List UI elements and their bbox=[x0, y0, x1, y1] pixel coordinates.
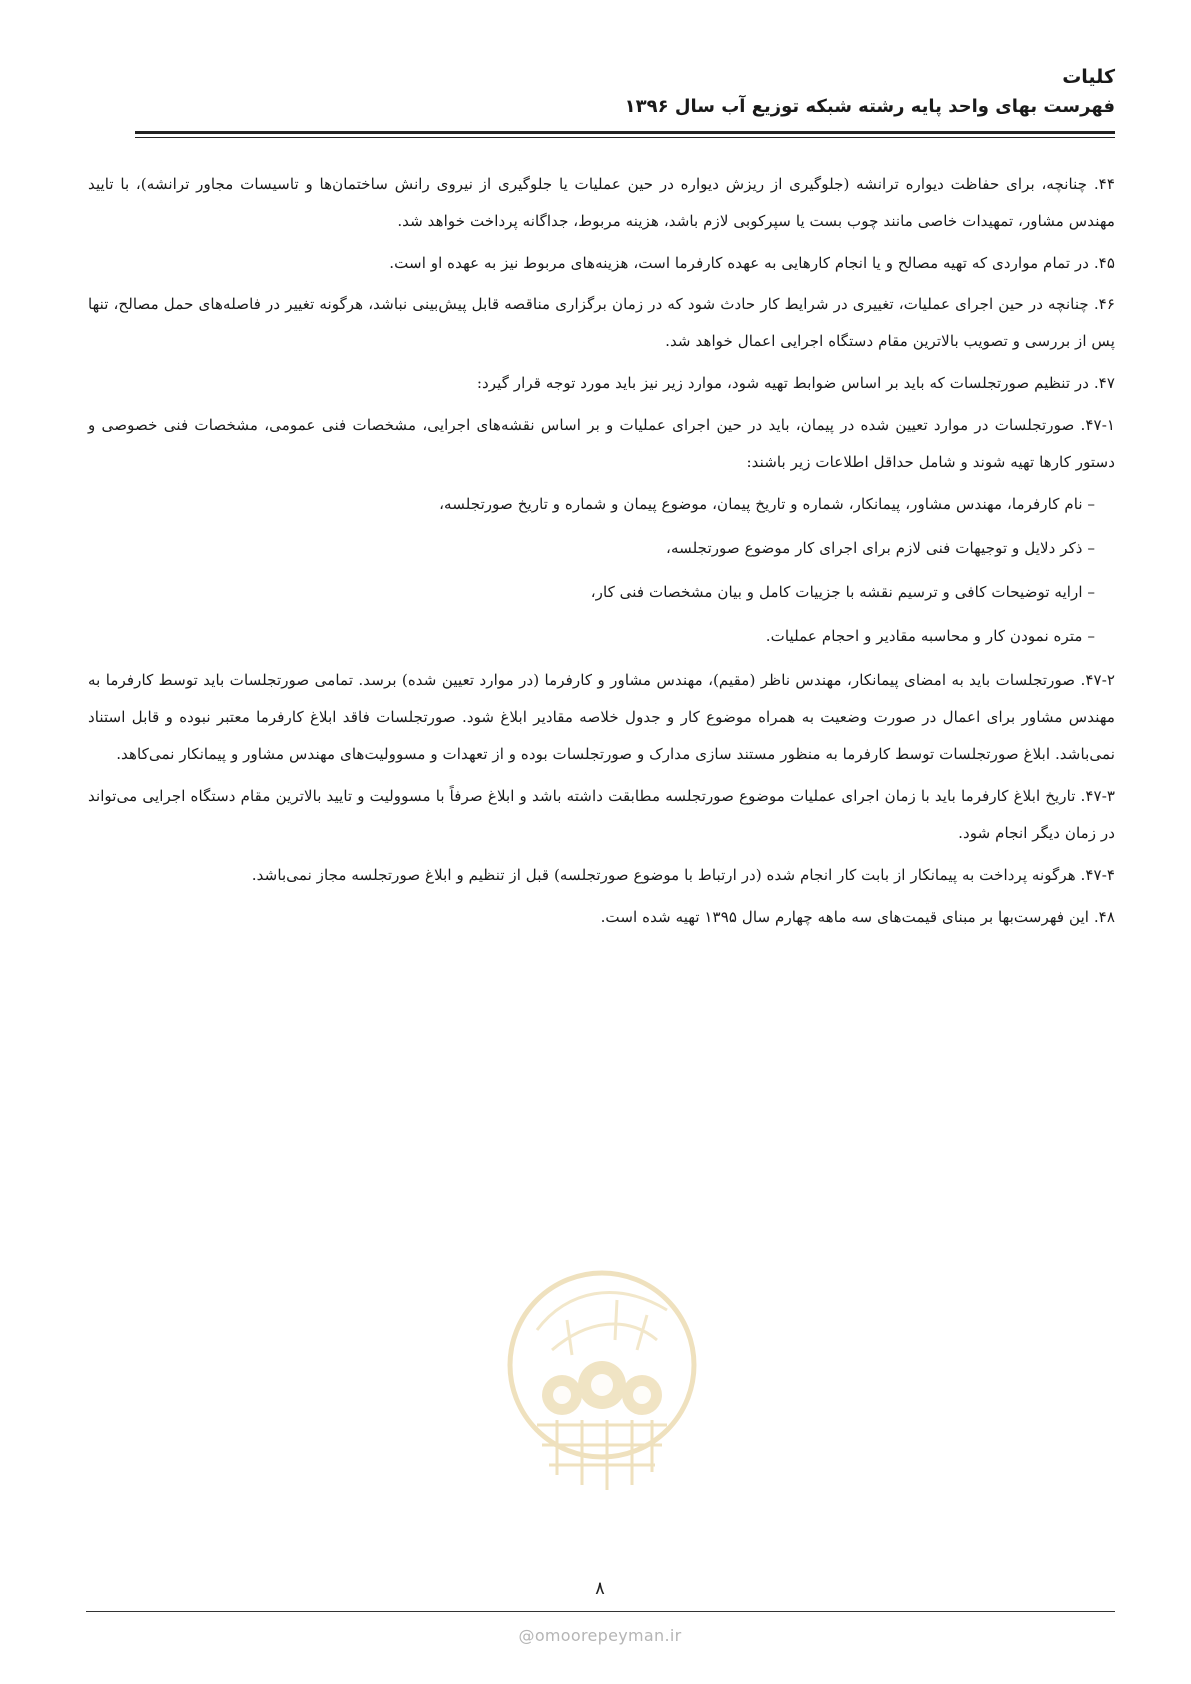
paragraph-44: ۴۴. چنانچه، برای حفاظت دیواره ترانشه (جلوگیری از ریزش دیواره در حین عملیات یا جلوگیری از نیروی رانش ساختمان‌ها و تاسیسات مجاور ترانشه)، با تایید مهندس مشاور، تمهیدات خاصی مانند چوب بست یا سپرکوبی لازم باشد، هزینه مربوط، جداگانه پرداخت خواهد شد. bbox=[88, 175, 1115, 230]
header-rule-thin bbox=[135, 137, 1115, 138]
bullet-item: – ارایه توضیحات کافی و ترسیم نقشه با جزییات کامل و بیان مشخصات فنی کار، bbox=[590, 583, 1095, 601]
page-header bbox=[75, 62, 1115, 122]
bullet-item: – متره نمودن کار و محاسبه مقادیر و احجام عملیات. bbox=[765, 627, 1095, 645]
paragraph-47-4: ۴۷-۴. هرگونه پرداخت به پیمانکار از بابت کار انجام شده (در ارتباط با موضوع صورتجلسه) قبل از تنظیم و ابلاغ صورتجلسه مجاز نمی‌باشد. bbox=[251, 866, 1115, 884]
bullet-item: – نام کارفرما، مهندس مشاور، پیمانکار، شماره و تاریخ پیمان، موضوع پیمان و شماره و تاریخ صورتجلسه، bbox=[439, 495, 1095, 513]
paragraph-45: ۴۵. در تمام مواردی که تهیه مصالح و یا انجام کارهایی به عهده کارفرما است، هزینه‌های مربوط نیز به عهده او است. bbox=[389, 254, 1115, 272]
paragraph-47-3: ۴۷-۳. تاریخ ابلاغ کارفرما باید با زمان اجرای عملیات موضوع صورتجلسه مطابقت داشته باشد و ابلاغ صرفاً با مسوولیت و تایید بالاترین مقام دستگاه اجرایی می‌تواند در زمان دیگر انجام شود. bbox=[88, 787, 1115, 842]
paragraph-46: ۴۶. چنانچه در حین اجرای عملیات، تغییری در شرایط کار حادث شود که در زمان برگزاری مناقصه قابل پیش‌بینی نباشد، هرگونه تغییر در فاصله‌های حمل مصالح، تنها پس از بررسی و تصویب بالاترین مقام دستگاه اجرایی اعمال خواهد شد. bbox=[88, 295, 1115, 350]
omoore-peyman-seal-icon bbox=[497, 1260, 707, 1500]
document-body bbox=[88, 166, 1115, 941]
website-watermark: @omoorepeyman.ir bbox=[518, 1626, 682, 1645]
bullet-item: – ذکر دلایل و توجیهات فنی لازم برای اجرای کار موضوع صورتجلسه، bbox=[666, 539, 1095, 557]
section-title: کلیات bbox=[1062, 66, 1115, 88]
paragraph-48: ۴۸. این فهرست‌بها بر مبنای قیمت‌های سه ماهه چهارم سال ۱۳۹۵ تهیه شده است. bbox=[600, 908, 1115, 926]
footer-rule bbox=[86, 1611, 1115, 1612]
header-rule-thick bbox=[135, 131, 1115, 134]
page-number: ۸ bbox=[595, 1578, 605, 1599]
paragraph-47-2: ۴۷-۲. صورتجلسات باید به امضای پیمانکار، مهندس ناظر (مقیم)، مهندس مشاور و کارفرما (در موارد تعیین شده) برسد. تمامی صورتجلسات باید توسط کارفرما به مهندس مشاور برای اعمال در صورت وضعیت به همراه موضوع کار و جدول خلاصه مقادیر ابلاغ شود. صورتجلسات فاقد ابلاغ کارفرما معتبر نبوده و قابل استناد نمی‌باشد. ابلاغ صورتجلسات توسط کارفرما به منظور مستند سازی مدارک و صورتجلسات بوده و از تعهدات و مسوولیت‌های مهندس مشاور و پیمانکار نمی‌کاهد. bbox=[88, 671, 1115, 763]
paragraph-47: ۴۷. در تنظیم صورتجلسات که باید بر اساس ضوابط تهیه شود، موارد زیر نیز باید مورد توجه قرار گیرد: bbox=[476, 374, 1115, 392]
document-title: فهرست بهای واحد پایه رشته شبکه توزیع آب سال ۱۳۹۶ bbox=[624, 96, 1115, 117]
paragraph-47-1: ۴۷-۱. صورتجلسات در موارد تعیین شده در پیمان، باید در حین اجرای عملیات و بر اساس نقشه‌های اجرایی، مشخصات فنی عمومی، مشخصات فنی خصوصی و دستور کارها تهیه شوند و شامل حداقل اطلاعات زیر باشند: bbox=[88, 416, 1115, 471]
